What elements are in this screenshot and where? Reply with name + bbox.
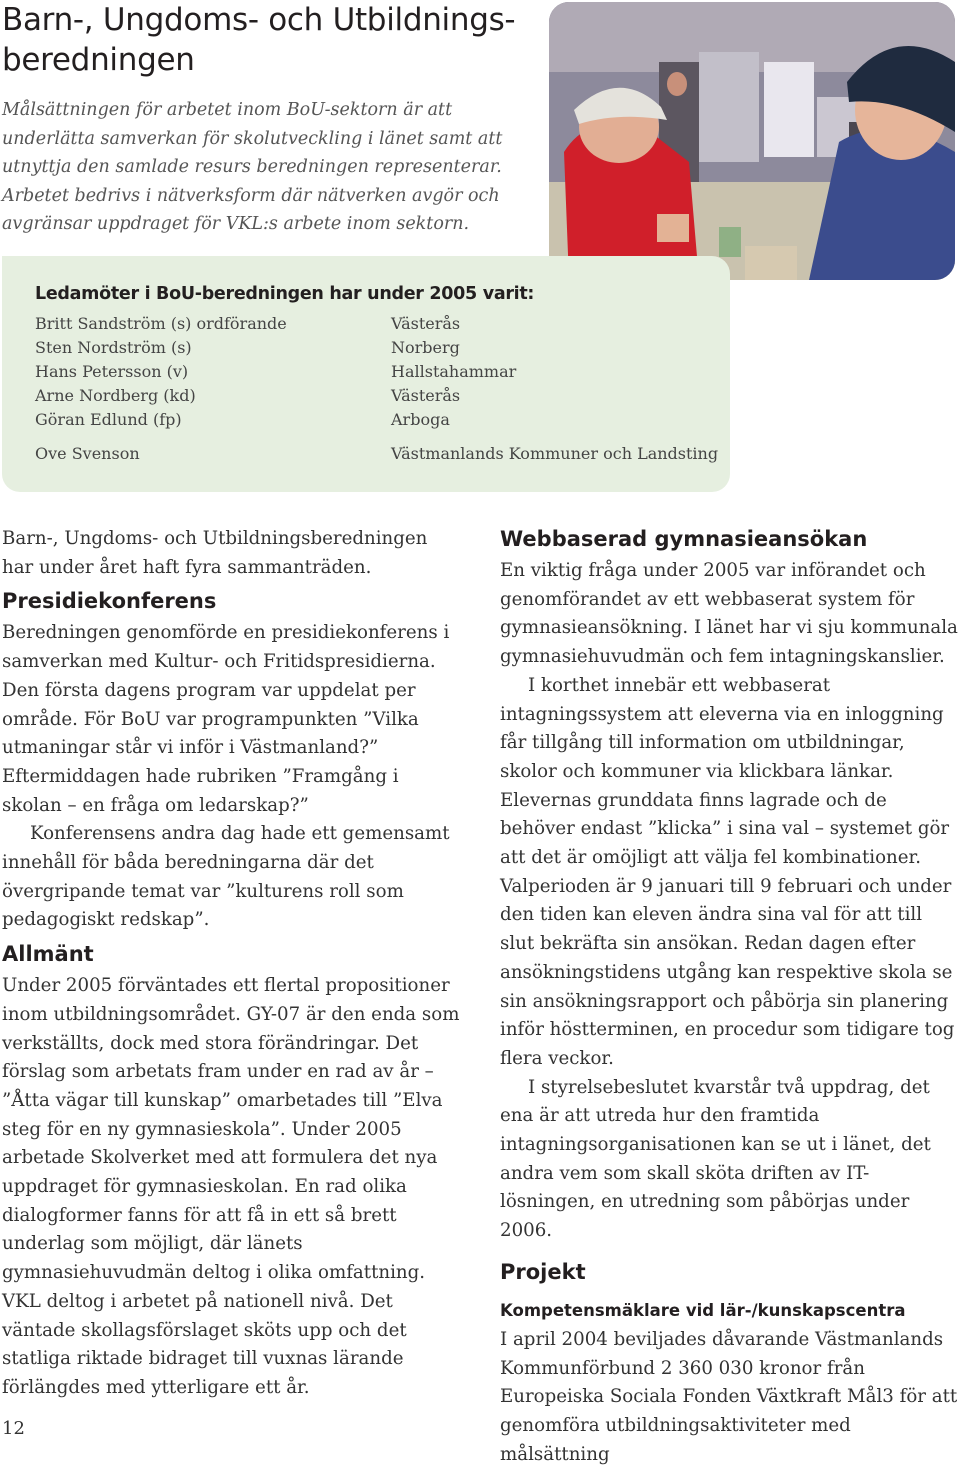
member-place: Västerås	[391, 386, 461, 405]
member-name: Ove Svenson	[35, 444, 140, 463]
presidie-paragraph-1: Beredningen genomförde en presidiekonferens i samverkan med Kultur- och Fritidspresidierna. Den första dagens program var uppdelat per område. För BoU var programpunkten ”Vilka utmaningar står vi inför i Västmanland?” Eftermiddagen hade rubriken ”Framgång i skolan – en fråga om ledarskap?”	[2, 622, 450, 816]
page-number: 12	[2, 1418, 25, 1439]
member-list-panel	[2, 256, 730, 492]
webb-paragraph-2: I korthet innebär ett webbaserat intagningssystem att eleverna via en inloggning får tillgång till information om utbildningar, skolor och kommuner via klickbara länkar. Elevernas grunddata finns lagrade och de behöver endast ”klicka” i sina val – systemet gör att det är omöjligt att välja fel kombinationer. Valperioden är 9 januari till 9 februari och under den tiden kan eleven ändra sina val för att till slut bekräfta sin ansökan. Redan dagen efter ansökningstidens utgång kan respektive skola se sin ansökningsrapport och påbörja sin planering inför höstterminen, en procedur som tidigare tog flera veckor.	[500, 674, 955, 1069]
member-name: Arne Nordberg (kd)	[35, 386, 196, 405]
member-name: Sten Nordström (s)	[35, 338, 192, 357]
page-title: Barn-, Ungdoms- och Utbildnings-beredningen	[2, 2, 516, 78]
webbaserad-heading: Webbaserad gymnasieansökan	[500, 527, 868, 551]
member-place: Västmanlands Kommuner och Landsting	[391, 444, 719, 463]
projekt-heading: Projekt	[500, 1259, 586, 1284]
member-place: Hallstahammar	[391, 362, 517, 381]
kompetens-paragraph: I april 2004 beviljades dåvarande Västmanlands Kommunförbund 2 360 030 kronor från Europeiska Sociala Fonden Växtkraft Mål3 för att genomföra utbildningsaktiviteter med målsättning	[500, 1328, 958, 1465]
right-column	[500, 525, 958, 1469]
left-column	[2, 525, 460, 1403]
member-place: Västerås	[391, 314, 461, 333]
member-place: Arboga	[391, 410, 450, 429]
webb-paragraph-3: I styrelsebeslutet kvarstår två uppdrag, det ena är att utreda hur den framtida intagningsorganisationen kan se ut i länet, det andra vem som skall sköta driften av IT-lösningen, en utredning som påbörjas under 2006.	[500, 1076, 931, 1242]
intro-paragraph: Målsättningen för arbetet inom BoU-sektorn är att underlätta samverkan för skolutveckling i länet samt att utnyttja den samlade resurs beredningen representerar. Arbetet bedrivs i nätverksform där nätverken avgör och avgränsar uppdraget för VKL:s arbete inom sektorn.	[2, 100, 503, 235]
classroom-photo	[549, 2, 955, 280]
allmant-paragraph: Under 2005 förväntades ett flertal propositioner inom utbildningsområdet. GY-07 är den enda som verkställts, dock med stora förändringar. Det förslag som arbetats fram under en rad av år – ”Åtta vägar till kunskap” omarbetades till ”Elva steg för en ny gymnasieskola”. Under 2005 arbetade Skolverket med att formulera det nya uppdraget för gymnasieskolan. En rad olika dialogformer fanns för att få in ett så brett underlag som möjligt, där länets gymnasiehuvudmän deltog i olika omfattning. VKL deltog i arbetet på nationell nivå. Det väntade skollagsförslaget sköts upp och det statliga riktade bidraget till vuxnas lärande förlängdes med ytterligare ett år.	[2, 975, 460, 1398]
member-name: Hans Petersson (v)	[35, 362, 189, 381]
lead-paragraph: Barn-, Ungdoms- och Utbildningsberedningen har under året haft fyra sammanträden.	[2, 528, 428, 578]
member-list-heading: Ledamöter i BoU-beredningen har under 2005 varit:	[35, 284, 535, 304]
presidiekonferens-heading: Presidiekonferens	[2, 589, 217, 614]
member-name: Göran Edlund (fp)	[35, 410, 182, 429]
member-place: Norberg	[391, 338, 460, 357]
kompetens-heading: Kompetensmäklare vid lär-/kunskapscentra	[500, 1300, 906, 1320]
webb-paragraph-1: En viktig fråga under 2005 var införandet och genomförandet av ett webbaserat system för gymnasieansökning. I länet har vi sju kommunala gymnasiehuvudmän och fem intagningskanslier.	[500, 560, 958, 668]
member-name: Britt Sandström (s) ordförande	[35, 314, 287, 333]
presidie-paragraph-2: Konferensens andra dag hade ett gemensamt innehåll för båda beredningarna där det övergripande temat var ”kulturens roll som pedagogiskt redskap”.	[2, 823, 450, 931]
allmant-heading: Allmänt	[2, 942, 94, 967]
